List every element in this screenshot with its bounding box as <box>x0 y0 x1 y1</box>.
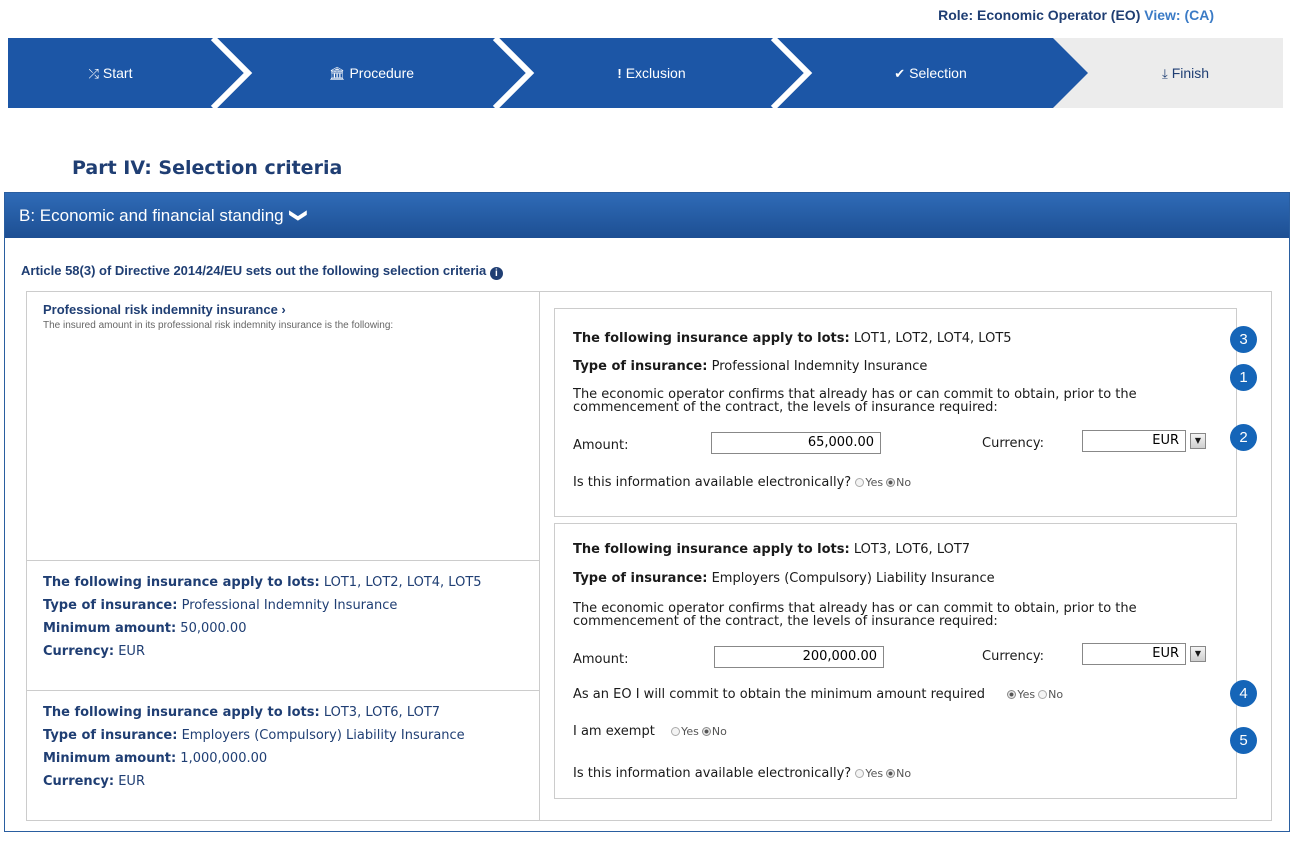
type-value: Professional Indemnity Insurance <box>181 598 398 613</box>
section-header[interactable] <box>5 193 1289 238</box>
role-indicator <box>938 7 1214 23</box>
min-amount-label: Minimum amount: <box>43 621 177 636</box>
exclamation-icon: ! <box>617 66 622 81</box>
callout-badge: 3 <box>1230 326 1257 353</box>
confirm-text: The economic operator confirms that already has or can commit to obtain, prior to the commencement of the contract, the levels of insurance required: <box>573 601 1137 629</box>
radio-yes-label: Yes <box>1017 688 1036 701</box>
amount-label: Amount: <box>573 652 629 667</box>
insurance-response-box <box>554 523 1237 799</box>
type-label: Type of insurance: <box>573 359 708 374</box>
lots-value: LOT3, LOT6, LOT7 <box>853 542 971 557</box>
lots-label: The following insurance apply to lots: <box>573 542 850 557</box>
type-value: Employers (Compulsory) Liability Insurance <box>181 728 465 743</box>
type-label: Type of insurance: <box>43 728 178 743</box>
type-value: Professional Indemnity Insurance <box>711 359 928 374</box>
step-label: Selection <box>909 65 967 81</box>
step-label: Start <box>102 65 133 81</box>
currency-label: Currency: <box>982 649 1045 664</box>
step-label: Exclusion <box>625 65 686 81</box>
amount-input[interactable]: 65,000.00 <box>711 432 881 454</box>
chevron-down-icon[interactable]: ▼ <box>1190 433 1206 449</box>
article-heading <box>21 263 503 280</box>
currency-select[interactable]: EUR <box>1082 643 1186 665</box>
min-amount-value: 50,000.00 <box>180 621 247 636</box>
currency-value: EUR <box>118 774 145 789</box>
article-text: Article 58(3) of Directive 2014/24/EU sets out the following selection criteria <box>21 263 487 278</box>
radio-no-label: No <box>1048 688 1064 701</box>
criterion-title[interactable]: Professional risk indemnity insurance › <box>43 302 286 317</box>
radio-no[interactable] <box>886 769 895 778</box>
amount-input[interactable]: 200,000.00 <box>714 646 884 668</box>
min-amount-label: Minimum amount: <box>43 751 177 766</box>
column-divider <box>539 292 540 820</box>
progress-steps <box>8 38 1283 108</box>
insurance-response-box <box>554 308 1237 517</box>
lots-value: LOT1, LOT2, LOT4, LOT5 <box>853 331 1012 346</box>
currency-value: EUR <box>118 644 145 659</box>
callout-badge: 2 <box>1230 424 1257 451</box>
currency-label: Currency: <box>982 436 1045 451</box>
requirement-box <box>27 690 539 820</box>
commit-label: As an EO I will commit to obtain the minimum amount required <box>573 687 986 702</box>
confirm-text: The economic operator confirms that already has or can commit to obtain, prior to the commencement of the contract, the levels of insurance required: <box>573 387 1137 415</box>
criterion-description: The insured amount in its professional risk indemnity insurance is the following: <box>43 320 394 331</box>
requirement-box <box>27 560 539 690</box>
callout-badge: 1 <box>1230 364 1257 391</box>
callout-badge: 5 <box>1230 727 1257 754</box>
radio-no[interactable] <box>886 478 895 487</box>
lots-label: The following insurance apply to lots: <box>43 705 320 720</box>
type-label: Type of insurance: <box>573 571 708 586</box>
radio-yes[interactable] <box>1007 690 1016 699</box>
page-title: Part IV: Selection criteria <box>72 157 343 179</box>
callout-badge: 4 <box>1230 680 1257 707</box>
radio-no[interactable] <box>702 727 711 736</box>
role-label: Role: Economic Operator (EO) <box>938 7 1141 23</box>
exempt-label: I am exempt <box>573 724 655 739</box>
radio-yes-label: Yes <box>865 476 884 489</box>
chevron-down-icon[interactable]: ▼ <box>1190 646 1206 662</box>
radio-no-label: No <box>896 476 912 489</box>
electronic-label: Is this information available electronically? <box>573 475 852 490</box>
radio-yes[interactable] <box>671 727 680 736</box>
download-icon: ⤓ <box>1161 66 1168 81</box>
section-panel <box>4 192 1290 832</box>
electronic-label: Is this information available electronically? <box>573 766 852 781</box>
radio-yes-label: Yes <box>865 767 884 780</box>
check-circle-icon: ✔ <box>894 66 906 81</box>
step-exclusion[interactable] <box>530 38 773 108</box>
criteria-grid <box>26 291 1272 821</box>
radio-no[interactable] <box>1038 690 1047 699</box>
step-procedure[interactable] <box>248 38 495 108</box>
currency-label: Currency: <box>43 774 115 789</box>
step-start[interactable] <box>8 38 213 108</box>
info-icon[interactable]: i <box>490 267 503 280</box>
radio-yes[interactable] <box>855 478 864 487</box>
radio-yes[interactable] <box>855 769 864 778</box>
bank-icon: 🏛 <box>328 66 346 81</box>
lots-label: The following insurance apply to lots: <box>573 331 850 346</box>
radio-no-label: No <box>711 725 727 738</box>
type-value: Employers (Compulsory) Liability Insurance <box>711 571 995 586</box>
section-title: B: Economic and financial standing <box>19 206 284 225</box>
step-selection[interactable] <box>808 38 1053 108</box>
min-amount-value: 1,000,000.00 <box>180 751 268 766</box>
step-label: Procedure <box>349 65 415 81</box>
type-label: Type of insurance: <box>43 598 178 613</box>
radio-no-label: No <box>896 767 912 780</box>
criterion-info <box>43 302 523 331</box>
chevron-down-icon: ❯ <box>289 208 309 223</box>
lots-label: The following insurance apply to lots: <box>43 575 320 590</box>
radio-yes-label: Yes <box>681 725 699 738</box>
step-finish[interactable] <box>1088 38 1283 108</box>
view-link[interactable]: View: (CA) <box>1144 7 1214 23</box>
amount-label: Amount: <box>573 438 629 453</box>
lots-value: LOT3, LOT6, LOT7 <box>323 705 441 720</box>
currency-select[interactable]: EUR <box>1082 430 1186 452</box>
lots-value: LOT1, LOT2, LOT4, LOT5 <box>323 575 482 590</box>
step-label: Finish <box>1171 65 1210 81</box>
currency-label: Currency: <box>43 644 115 659</box>
random-icon: ⤮ <box>88 66 99 81</box>
